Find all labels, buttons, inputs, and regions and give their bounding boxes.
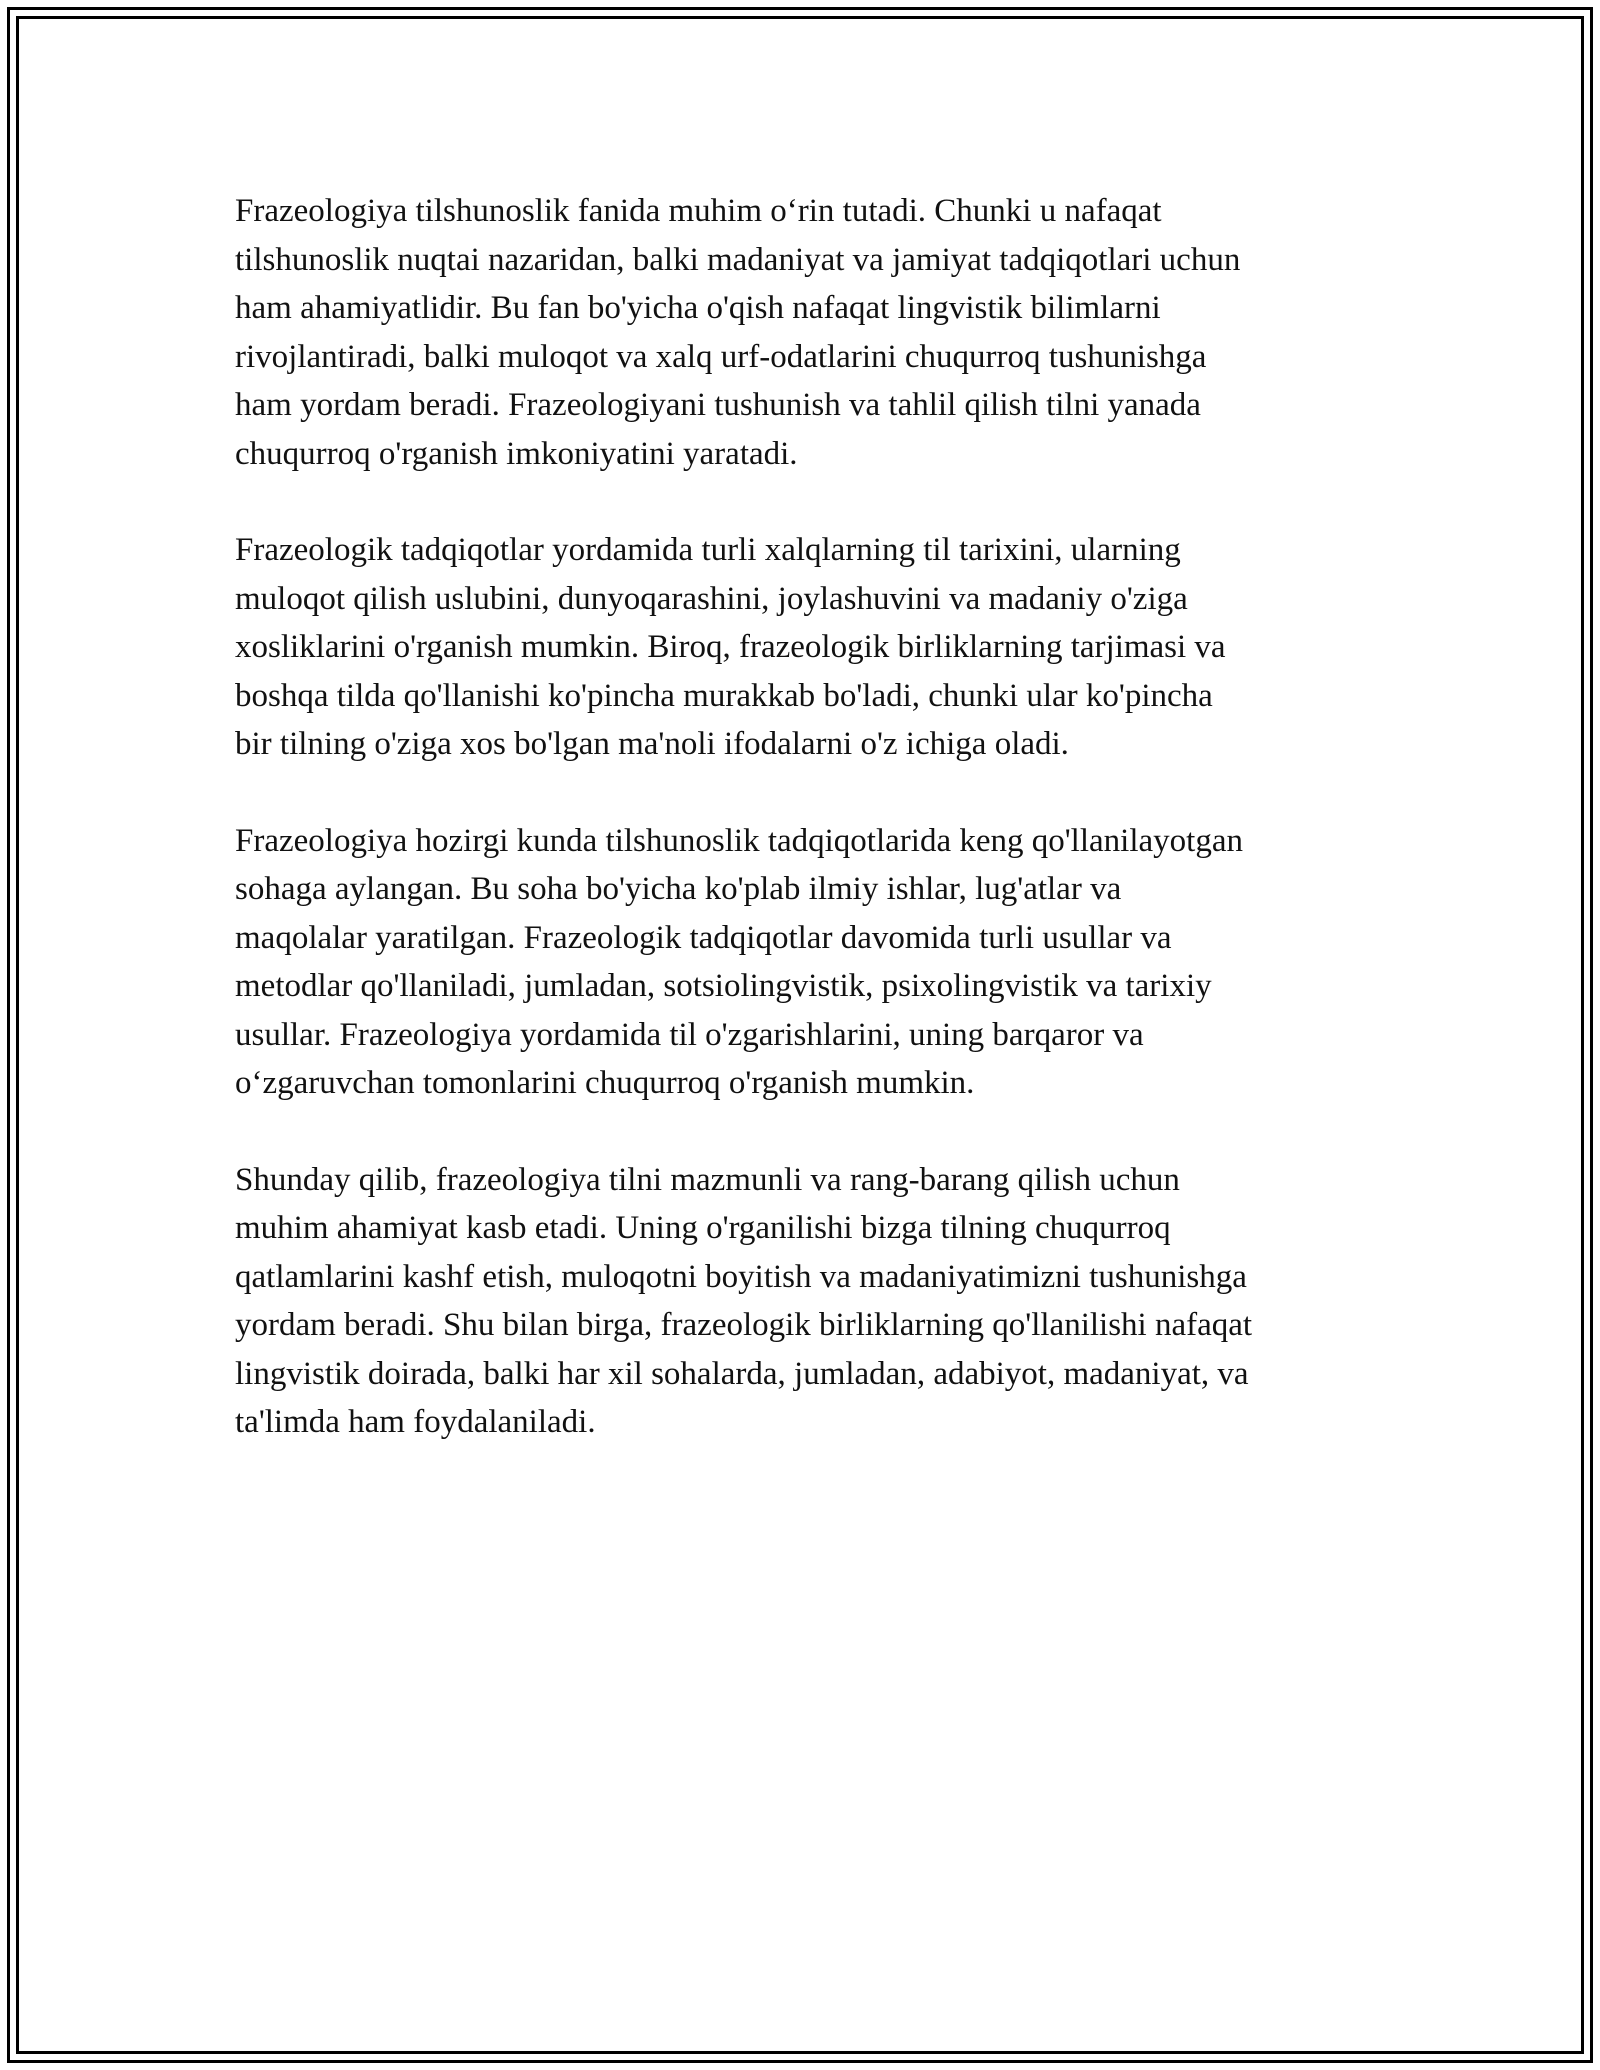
text-line: ham yordam beradi. Frazeologiyani tushunish va tahlil qilish tilni yanada bbox=[235, 387, 1201, 423]
text-line: maqolalar yaratilgan. Frazeologik tadqiqotlar davomida turli usullar va bbox=[235, 919, 1172, 956]
text-line: boshqa tilda qo'llanishi ko'pincha murakkab bo'ladi, chunki ular ko'pincha bbox=[235, 677, 1213, 714]
text-line: metodlar qo'llaniladi, jumladan, sotsiolingvistik, psixolingvistik va tarixiy bbox=[235, 968, 1212, 1004]
paragraph-3 bbox=[235, 817, 1375, 1108]
text-line: o‘zgaruvchan tomonlarini chuqurroq o'rganish mumkin. bbox=[235, 1065, 975, 1101]
text-line: bir tilning o'ziga xos bo'lgan ma'noli ifodalarni o'z ichiga oladi. bbox=[235, 726, 1069, 762]
paragraph-4 bbox=[235, 1156, 1375, 1447]
text-line: Frazeologiya hozirgi kunda tilshunoslik tadqiqotlarida keng qo'llanilayotgan bbox=[235, 822, 1243, 859]
text-line: chuqurroq o'rganish imkoniyatini yaratadi. bbox=[235, 435, 798, 472]
text-line: Shunday qilib, frazeologiya tilni mazmunli va rang-barang qilish uchun bbox=[235, 1161, 1180, 1198]
text-line: ta'limda ham foydalaniladi. bbox=[235, 1404, 596, 1440]
text-line: muloqot qilish uslubini, dunyoqarashini, joylashuvini va madaniy o'ziga bbox=[235, 580, 1188, 617]
document-body bbox=[235, 187, 1375, 1495]
paragraph-2 bbox=[235, 526, 1375, 769]
text-line: ham ahamiyatlidir. Bu fan bo'yicha o'qish nafaqat lingvistik bilimlarni bbox=[235, 290, 1161, 326]
text-line: rivojlantiradi, balki muloqot va xalq urf-odatlarini chuqurroq tushunishga bbox=[235, 338, 1207, 375]
text-line: muhim ahamiyat kasb etadi. Uning o'rganilishi bizga tilning chuqurroq bbox=[235, 1210, 1171, 1246]
text-line: tilshunoslik nuqtai nazaridan, balki madaniyat va jamiyat tadqiqotlari uchun bbox=[235, 241, 1241, 278]
text-line: qatlamlarini kashf etish, muloqotni boyitish va madaniyatimizni tushunishga bbox=[235, 1258, 1247, 1295]
text-line: Frazeologiya tilshunoslik fanida muhim o‘rin tutadi. Chunki u nafaqat bbox=[235, 193, 1162, 229]
text-line: usullar. Frazeologiya yordamida til o'zgarishlarini, uning barqaror va bbox=[235, 1016, 1144, 1053]
paragraph-1 bbox=[235, 187, 1375, 478]
text-line: xosliklarini o'rganish mumkin. Biroq, frazeologik birliklarning tarjimasi va bbox=[235, 629, 1226, 665]
text-line: Frazeologik tadqiqotlar yordamida turli xalqlarning til tarixini, ularning bbox=[235, 532, 1181, 568]
text-line: lingvistik doirada, balki har xil sohalarda, jumladan, adabiyot, madaniyat, va bbox=[235, 1355, 1249, 1392]
text-line: yordam beradi. Shu bilan birga, frazeologik birliklarning qo'llanilishi nafaqat bbox=[235, 1307, 1253, 1343]
text-line: sohaga aylangan. Bu soha bo'yicha ko'plab ilmiy ishlar, lug'atlar va bbox=[235, 871, 1122, 907]
